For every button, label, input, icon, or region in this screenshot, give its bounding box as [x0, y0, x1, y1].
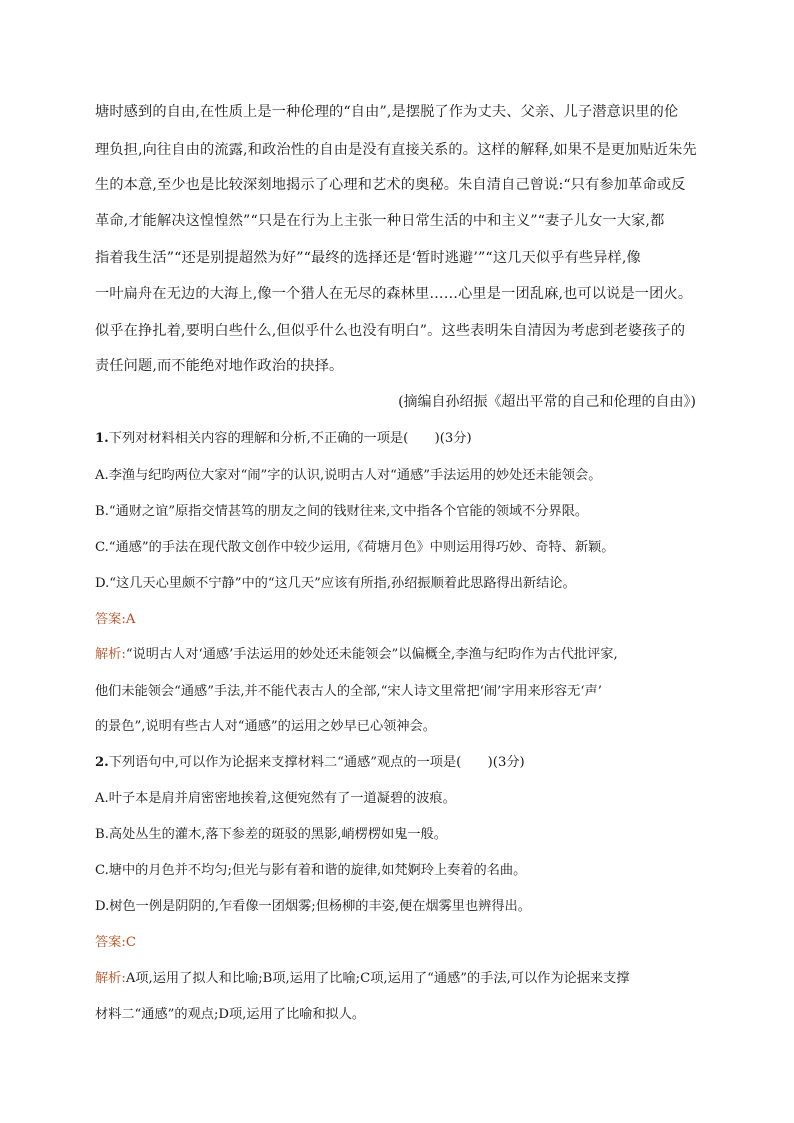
explanation-text: “说明古人对‘通感’手法运用的妙处还未能领会”以偏概全,李渔与纪昀作为古代批评家, — [125, 647, 618, 662]
explanation-2-line — [95, 970, 629, 988]
option-c: C.塘中的月色并不均匀;但光与影有着和谐的旋律,如梵婀玲上奏着的名曲。 — [95, 863, 527, 878]
option-d: D.树色一例是阴阴的,乍看像一团烟雾;但杨柳的丰姿,便在烟雾里也辨得出。 — [95, 899, 531, 914]
option-c: C.“通感”的手法在现代散文创作中较少运用,《荷塘月色》中则运用得巧妙、奇特、新颖。 — [95, 540, 615, 555]
question-number: 1. — [95, 431, 109, 446]
option-a: A.李渔与纪昀两位大家对“闹”字的认识,说明古人对“通感”手法运用的妙处还未能领会。 — [95, 468, 602, 483]
explanation-2-line: 材料二“通感”的观点;D项,运用了比喻和拟人。 — [95, 1007, 366, 1022]
question-number: 2. — [95, 755, 109, 770]
passage-line: 责任问题,而不能绝对地作政治的抉择。 — [95, 358, 344, 374]
option-d: D.“这几天心里颇不宁静”中的“这几天”应该有所指,孙绍振顺着此思路得出新结论。 — [95, 576, 576, 591]
answer-1: 答案:A — [95, 612, 136, 627]
option-b: B.“通财之谊”原指交情甚笃的朋友之间的钱财往来,文中指各个官能的领域不分界限。 — [95, 504, 589, 519]
explanation-label: 解析: — [95, 971, 126, 986]
passage-line: 塘时感到的自由,在性质上是一种伦理的“自由”,是摆脱了作为丈夫、父亲、儿子潜意识里的伦 — [95, 104, 679, 120]
question-1-stem — [95, 430, 472, 448]
explanation-1-line: 他们未能领会“通感”手法,并不能代表古人的全部,“宋人诗文里常把‘闹’字用来形容无‘声’ — [95, 684, 602, 699]
explanation-1-line — [95, 646, 618, 664]
question-stem-text: 下列语句中,可以作为论据来支撑材料二“通感”观点的一项是( )(3分) — [108, 755, 525, 770]
passage-line: 一叶扁舟在无边的大海上,像一个猎人在无尽的森林里……心里是一团乱麻,也可以说是一团火。 — [95, 286, 693, 302]
passage-line: 生的本意,至少也是比较深刻地揭示了心理和艺术的奥秘。朱自清自己曾说:“只有参加革命或反 — [95, 177, 686, 193]
question-stem-text: 下列对材料相关内容的理解和分析,不正确的一项是( )(3分) — [108, 431, 472, 446]
answer-2: 答案:C — [95, 935, 136, 950]
explanation-text: A项,运用了拟人和比喻;B项,运用了比喻;C项,运用了“通感”的手法,可以作为论据来支撑 — [125, 971, 630, 986]
question-2-stem — [95, 754, 525, 772]
option-a: A.叶子本是肩并肩密密地挨着,这便宛然有了一道凝碧的波痕。 — [95, 791, 456, 806]
passage-line: 似乎在挣扎着,要明白些什么,但似乎什么也没有明白”。这些表明朱自清因为考虑到老婆孩子的 — [95, 323, 686, 339]
passage-line: 革命,才能解决这惶惶然”“只是在行为上主张一种日常生活的中和主义”“妻子儿女一大家,都 — [95, 213, 665, 229]
passage-line: 指着我生活”“还是别提超然为好”“最终的选择还是‘暂时逃避’”“这几天似乎有些异样,像 — [95, 250, 641, 266]
passage-line: 理负担,向往自由的流露,和政治性的自由是没有直接关系的。这样的解释,如果不是更加贴近朱先 — [95, 142, 697, 158]
passage-source: (摘编自孙绍振《超出平常的自己和伦理的自由》) — [398, 394, 696, 410]
option-b: B.高处丛生的灌木,落下参差的斑驳的黑影,峭楞楞如鬼一般。 — [95, 827, 447, 842]
explanation-label: 解析: — [95, 647, 126, 662]
explanation-1-line: 的景色”,说明有些古人对“通感”的运用之妙早已心领神会。 — [95, 719, 436, 734]
